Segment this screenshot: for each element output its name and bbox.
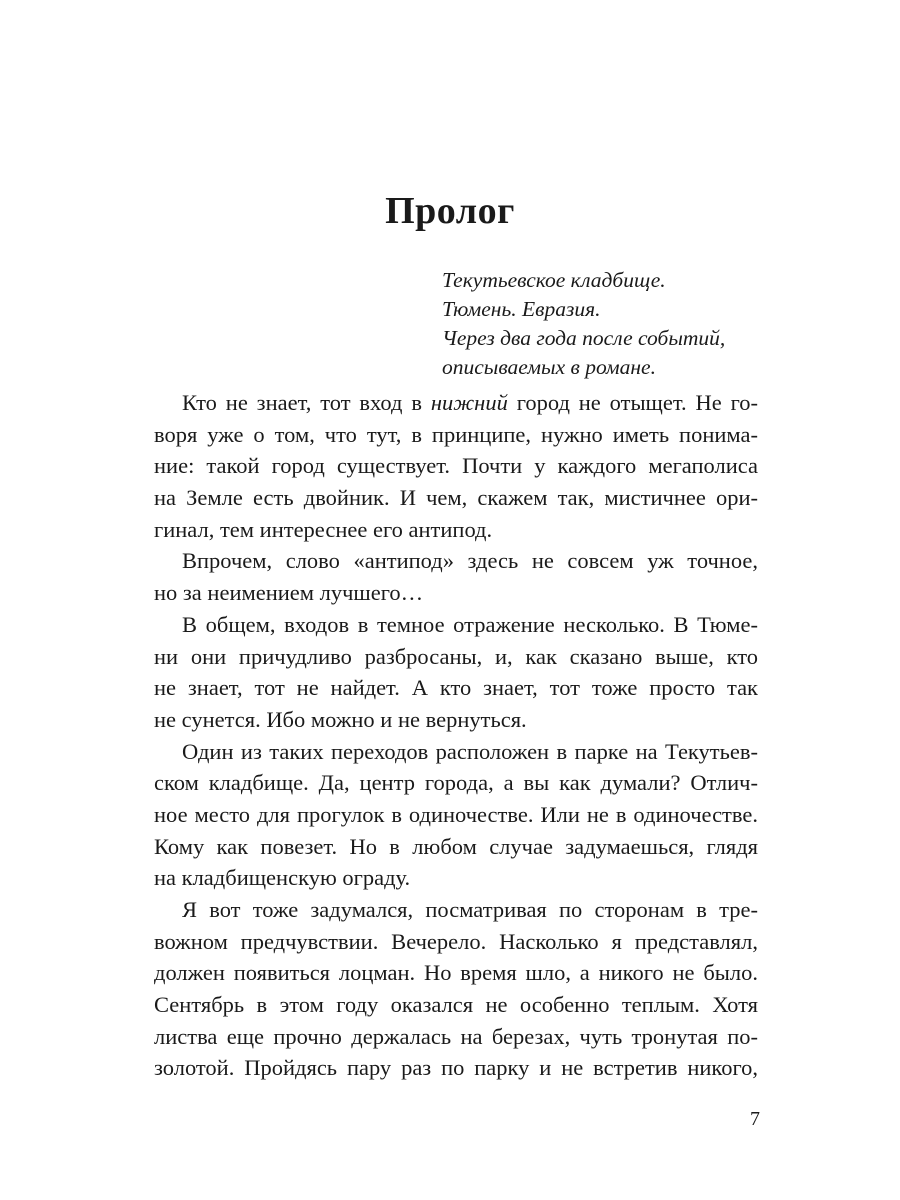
text-line: должен появиться лоцман. Но время шло, а никого не было.	[154, 960, 758, 986]
italic-word: нижний	[430, 390, 508, 415]
epigraph-line: Через два года после событий,	[442, 326, 726, 350]
epigraph-line: Тюмень. Евразия.	[442, 297, 601, 321]
chapter-title: Пролог	[385, 190, 515, 232]
text-segment: город не отыщет. Не го-	[507, 390, 758, 415]
epigraph-line: Текутьевское кладбище.	[442, 268, 666, 292]
text-line: золотой. Пройдясь пару раз по парку и не встретив никого,	[154, 1055, 758, 1081]
text-line: на Земле есть двойник. И чем, скажем так, мистичнее ори-	[154, 485, 758, 511]
text-line: В общем, входов в темное отражение несколько. В Тюме-	[182, 611, 758, 637]
text-line: листва еще прочно держалась на березах, чуть тронутая по-	[154, 1023, 758, 1049]
text-line: на кладбищенскую ограду.	[154, 865, 411, 891]
text-line: Впрочем, слово «антипод» здесь не совсем уж точное,	[182, 548, 758, 574]
page-number: 7	[750, 1108, 760, 1130]
text-line	[154, 387, 758, 419]
text-line: не сунется. Ибо можно и не вернуться.	[154, 706, 527, 732]
epigraph-line: описываемых в романе.	[442, 355, 656, 379]
text-segment: Кто не знает, тот вход в	[182, 390, 431, 415]
text-line: ском кладбище. Да, центр города, а вы как думали? Отлич-	[154, 770, 758, 796]
text-line: ное место для прогулок в одиночестве. Или не в одиночестве.	[154, 801, 758, 827]
text-line: Сентябрь в этом году оказался не особенно теплым. Хотя	[154, 992, 758, 1018]
epigraph	[442, 266, 772, 382]
text-line: гинал, тем интереснее его антипод.	[154, 516, 493, 542]
text-line: ние: такой город существует. Почти у каждого мегаполиса	[154, 453, 758, 479]
body-text	[154, 387, 758, 1084]
text-line: воря уже о том, что тут, в принципе, нужно иметь понима-	[154, 421, 758, 447]
text-line: Кому как повезет. Но в любом случае задумаешься, глядя	[154, 833, 758, 859]
text-line: вожном предчувствии. Вечерело. Насколько я представлял,	[154, 928, 758, 954]
text-line: Один из таких переходов расположен в парке на Текутьев-	[182, 738, 758, 764]
text-line: но за неимением лучшего…	[154, 580, 424, 606]
text-line: Я вот тоже задумался, посматривая по сторонам в тре-	[182, 897, 758, 922]
text-line: ни они причудливо разбросаны, и, как сказано выше, кто	[154, 643, 758, 669]
text-line: не знает, тот не найдет. А кто знает, тот тоже просто так	[154, 675, 758, 701]
